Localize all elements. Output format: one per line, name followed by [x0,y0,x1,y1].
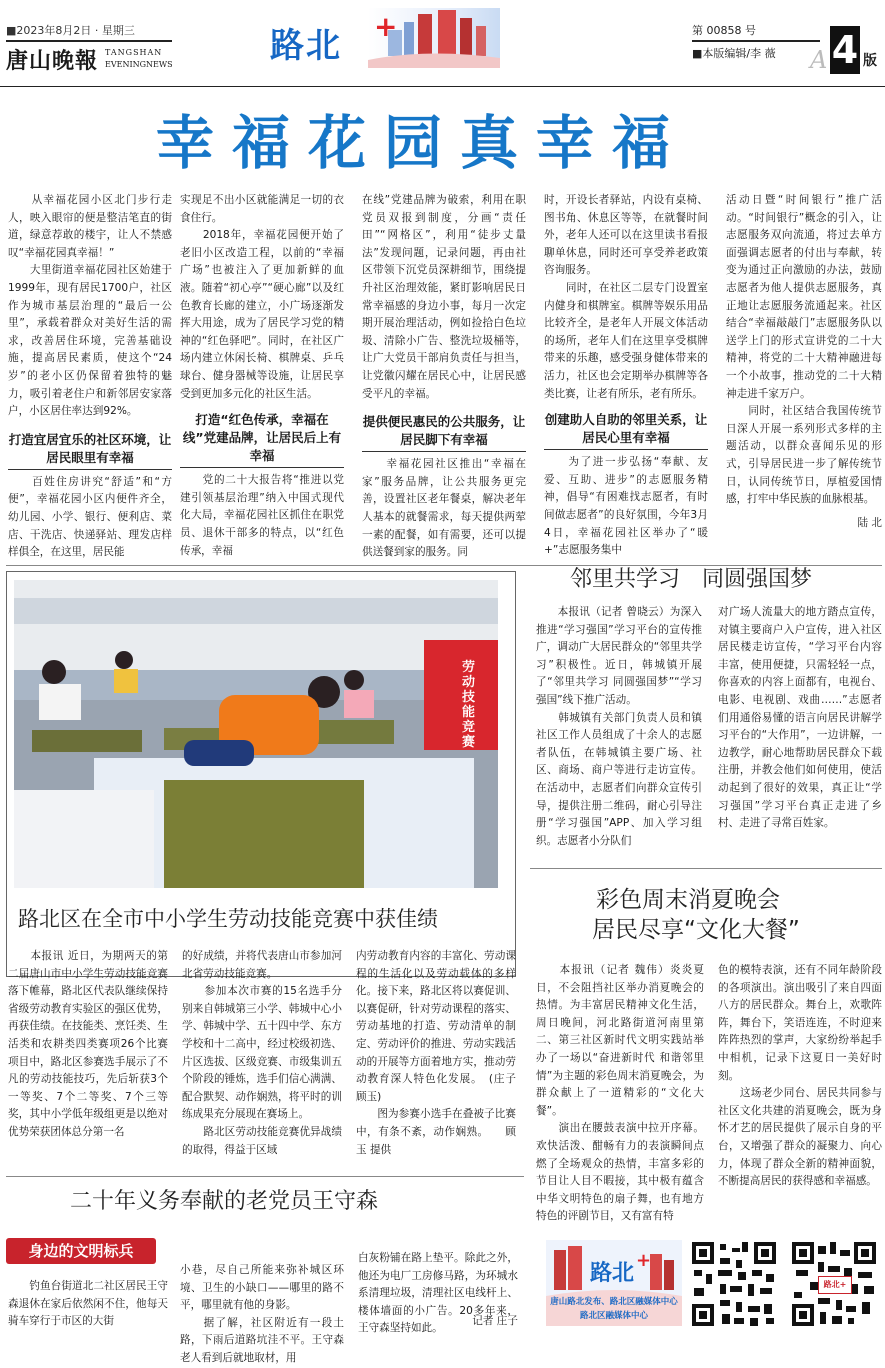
photo-banner-text: 劳动技能竞赛 [462,660,476,750]
story3-title: 邻里共学习 同圆强国梦 [570,567,813,592]
page-number-box [830,26,860,74]
lead-col3-p1: 在线”党建品牌为破索，利用在职党员双报到制度，分画“责任田”“网格区”，利用“徒步丈量法”发现问题，记录问题，再由社区带领下沉党员深耕细节，围绕提升社区治理效能，紧盯影响居民日常幸福感的身边小事，每月一次定期开展治理活动，例如捡拾白色垃圾、清除小广告、整洗垃圾桶等，让广大党员干部肩负责任与担当，让党徽闪耀在居民心中，让居民感受平凡的幸福。 [362,194,526,400]
page-letter: A [810,46,828,74]
issue-number: 第 00858 号 [692,24,756,37]
civility-label [6,1238,156,1264]
section-logo-text: 路北 [270,26,342,66]
story2-col-1: 本报讯 近日，为期两天的第二届唐山市中小学生劳动技能竞赛落下帷幕，路北区代表队继续保持省级劳动教育实验区的强区优势，再获佳绩。在技能类、烹饪类、生活类和农耕类四类赛项26个比赛项目中，路北区参赛选手展示了不凡的劳动技能技巧，先后斩获3个一等奖、7个二等奖、7个三等奖，其中小学低年级组更是以绝对优势荣获团体总分第一名 [8,950,168,1138]
lead-col-2 [180,192,344,560]
qr-code-2[interactable] [790,1240,878,1328]
lead-col-1 [8,192,172,562]
section-logo [268,8,500,72]
lead-col5-p1: 活动日暨“时间银行”推广活动。“时间银行”概念的引入，让志愿服务双向流通，将过去单方面强调志愿者的付出与奉献，转变为通过正向激励的办法，鼓励志愿者为他人提供志愿服务，真正地让志愿服务流通起来。社区结合“幸福敲敲门”志愿服务队以送学上门的形式宣讲党的二十大精神，将党的二十大精神融进每一个小故事，推动党的二十大精神走进千家万户。 [726,194,882,400]
lead-byline: 陆 北 [857,516,882,529]
lead-col1-p3: 百姓住房讲究“舒适”和“方便”，幸福花园小区内便件齐全，幼儿园、小学、银行、便利店、菜店、干洗店、快递驿站、理发店样样俱全，在这里，居民能 [8,475,172,559]
lead-col-4 [544,192,708,560]
masthead [0,0,885,92]
civility-label-text: 身边的文明标兵 [28,1242,134,1260]
lead-col3-p2: 幸福花园社区推出“幸福在家”服务品牌，让公共服务更完善，设置社区老年餐桌，解决老年人基本的就餐需求，每天提供两荤一素的配餐，如有需要，还可以提供送餐到家的服务。同 [362,458,526,559]
story4-title-2: 居民尽享“文化大餐” [592,917,800,943]
lead-col2-p2: 2018年，幸福花园便开始了老旧小区改造工程，以前的“幸福广场”也被注入了更加新鲜的血液。随着“初心亭”“硬心廊”以及红色教育长廊的建立，小广场逐渐发挥大用途，成为了居民学习党的精神的“红色驿吧”。同时，在社区广场内建立休闲长椅、棋牌桌、乒乓球台、健身器械等设施，让居民享受到更加多元化的社区生活。 [180,229,344,400]
qr-code-1[interactable] [690,1240,778,1328]
lead-col4-p2: 同时，在社区二层专门设置室内健身和棋牌室。棋牌等娱乐用品比较齐全，是老年人开展文体活动的场所，老年人们在这里享受棋牌带来的乐趣，感受强身健体带来的活力，社区也会定期举办棋牌等各类比赛，让老有所乐，老有所乐。 [544,281,708,400]
masthead-rule-right [692,40,820,42]
story3-col-1: 本报讯（记者 曾晓云）为深入推进“学习强国”学习平台的宣传推广，调动广大居民群众的“邻里共学习”积极性。近日，韩城镇开展了“邻里共学习 同圆强国梦”“学习强国”线下推广活动。 韩城镇有关部门负责人员和镇社区工作人员组成了十余人的志愿者队伍，在韩城镇主要广场、社区、商场、商户等进行走访宣传。在活动中，志愿者们向群众宣传引导，提供注册二维码，耐心引导注册“学习强国”APP、加入学习组织。志愿者小分队们 [536,606,702,847]
paper-name-en-1: TANGSHAN [105,48,163,57]
lead-col1-p2: 大里街道幸福花园社区始建于1999年，现有居民1700户，社区作为城市基层治理的“最后一公里”，承载着群众对美好生活的需求，改善居住环境，完善基础设施，提高居民素质，使这个“24岁”的老小区仍保留着独特的魅力，吸引着老住户和新邻居安家落户，小区居住率达到92%。 [8,264,172,418]
story3-col-2: 对广场人流量大的地方踏点宣传，对镇主要商户入户宣传，进入社区居民楼走访宣传，“学习平台内容丰富，使用便捷，只需轻轻一点，你喜欢的内容上面都有，电视台、电影、电视剧、戏曲……”志愿者们用通俗易懂的语言向居民讲解学习平台的“大作用”，一边讲解，一边教学，耐心地帮助居民群众下载注册，并教会他们如何使用，使活动起到了很好的效果，真正让“学习强国”学习平台真正走进了乡村、走进了寻常百姓家。 [718,606,882,830]
story4-col-1: 本报讯（记者 魏伟）炎炎夏日，不会阻挡社区举办消夏晚会的热情。为丰富居民精神文化生活，周日晚间，河北路街道河南里第二、第三社区新时代文明实践站举办了一场以“奋进新时代 和谐邻里情”为主题的彩色周末消夏晚会，为群众献上了一道精彩的“文化大餐”。 演出在腰鼓表演中拉开序幕。欢快活泼、酣畅有力的表演瞬间点燃了全场观众的热情，丰富多彩的节目让人目不暇接，其中极有蕴含中华文明特色的扇子舞，也有地方特色的评剧节目，又有富有特 [536,964,704,1223]
lead-col-5 [726,192,882,532]
date-line: ■2023年8月2日 · 星期三 [6,24,135,37]
story4-title-1: 彩色周末消夏晚会 [596,887,780,913]
masthead-bottom-rule [0,86,885,87]
story5-top-rule [6,1176,524,1177]
lead-col2-p3: 党的二十大报告将“推进以党建引领基层治理”纳入中国式现代化大局，幸福花园社区抓住在职党员、退休干部多的特点，以“红色传承，幸福 [180,474,344,557]
lead-title: 幸福花园真幸福 [156,109,689,177]
qr-mini-tag: 路北+ [818,1276,852,1294]
lead-subhead-3: 提供便民惠民的公共服务，让居民脚下有幸福 [362,413,526,452]
lead-col4-p3: 为了进一步弘扬“奉献、友爱、互助、进步”的志愿服务精神，倡导“有困难找志愿者，有时间做志愿者”的良好氛围，今年3月4日，幸福花园社区举办了“暖+”志愿服务集中 [544,456,708,557]
paper-name: 唐山晚報 [6,48,99,74]
story3-bottom-rule [530,868,882,869]
page-suffix: 版 [863,53,877,69]
story5-title: 二十年义务奉献的老党员王守森 [70,1189,379,1214]
photo-caption-title: 路北区在全市中小学生劳动技能竞赛中获佳绩 [18,907,438,931]
promo-caption-1: 唐山路北发布、路北区融媒体中心 [550,1297,678,1307]
story5-col-1: 钓鱼台街道北二社区居民王守森退休在家后依然闲不住，他每天骑车穿行于市区的大街 [8,1280,168,1328]
promo-logo-plus: + [636,1250,652,1271]
lead-col1-p1: 从幸福花园小区北门步行走人，映入眼帘的便是整洁笔直的街道，绿意荐敢的楼宇，让人不禁感叹“幸福花园真幸福！” [8,194,172,259]
qr-code-1-icon [690,1240,778,1328]
story5-col-2: 小巷，尽自己所能来弥补城区环境、卫生的小缺口——哪里的路不平，哪里就有他的身影。 据了解，社区附近有一段土路，下雨后道路坑洼不平。王守森老人看到后就地取材，用 [180,1264,344,1364]
story5-col-3: 白灰粉铺在路上垫平。除此之外，他还为电厂工房修马路，为环城水系清理垃圾，清理社区电线杆上、楼体墙面的小广告。20多年来，王守森坚持如此。 [358,1252,518,1335]
section-logo-plus: + [374,10,398,43]
page-number: 4 [831,28,859,72]
paper-name-en-2: EVENINGNEWS [105,60,173,69]
lead-col-3 [362,192,526,562]
story2-col-2: 的好成绩，并将代表唐山市参加河北省劳动技能竞赛。 参加本次市赛的15名选手分别来自韩城第三小学、韩城中心小学、韩城中学、五十四中学、东方学校和十二高中，经过校级初选、片区选拔、区级竞赛、市级集训五个阶段的锤炼，选手们信心满满、配合默契、动作娴熟，将平时的训练成果充分展现在赛场上。 路北区劳动技能竞赛优异战绩的取得，得益于区域 [182,950,342,1156]
lead-col4-p1: 时，开设长者驿站，内设有桌椅、图书角、休息区等等，在就餐时间外，老年人还可以在这里读书看报聊单休息，同时还可享受养老政策咨询服务。 [544,194,708,277]
lead-subhead-2: 打造“红色传承，幸福在线”党建品牌，让居民后上有幸福 [180,411,344,468]
lead-col2-p1: 实现足不出小区就能满足一切的衣食住行。 [180,194,344,224]
promo-banner [546,1240,682,1326]
lead-subhead-4: 创建助人自助的邻里关系，让居民心里有幸福 [544,411,708,450]
lead-col5-p2: 同时，社区结合我国传统节日深人开展一系列形式多样的主题活动，以群众喜闻乐见的形式，引导居民进一步了解传统节日，认同传统节日，厚植爱国情感，打牢中华民族的血脉根基。 [726,405,882,506]
photo [14,580,498,888]
lead-subhead-1: 打造宜居宜乐的社区环境，让居民眼里有幸福 [8,431,172,470]
promo-caption-2: 路北区融媒体中心 [579,1311,648,1321]
page-editor: ■本版编辑/李 薇 [692,47,776,60]
masthead-rule-left [6,40,172,42]
promo-logo-text: 路北 [590,1261,635,1286]
story5-byline: 记者 庄子 [472,1315,518,1327]
story2-col-3: 内劳动教育内容的丰富化、劳动课程的生活化以及劳动载体的多样化。接下来，路北区将以赛促训、以赛促研，针对劳动课程的落实、劳动基地的打造、劳动清单的制定、劳动评价的推进、劳动实践活动的开展等方面着地方实，推动劳动教育深人特色化发展。 (庄子 顾玉) 图为参赛小选手在叠被子比赛中，有条不紊，动作娴熟。 顾玉 提供 [356,950,516,1156]
story4-col-2: 色的模特表演，还有不同年龄阶段的各项演出。演出吸引了来自四面八方的居民群众。舞台上，欢歌阵阵，舞台下，笑语连连，不时迎来阵阵热烈的掌声，大家纷纷举起手中相机，记录下这夏日一美好时刻。 这场老少同台、居民共同参与社区文化共建的消夏晚会，既为身怀才艺的居民提供了展示自身的平台，又增强了群众的凝聚力、向心力，体现了群众全新的精神面貌，不断提高居民的获得感和幸福感。 [718,964,882,1188]
photo-art [14,580,498,888]
